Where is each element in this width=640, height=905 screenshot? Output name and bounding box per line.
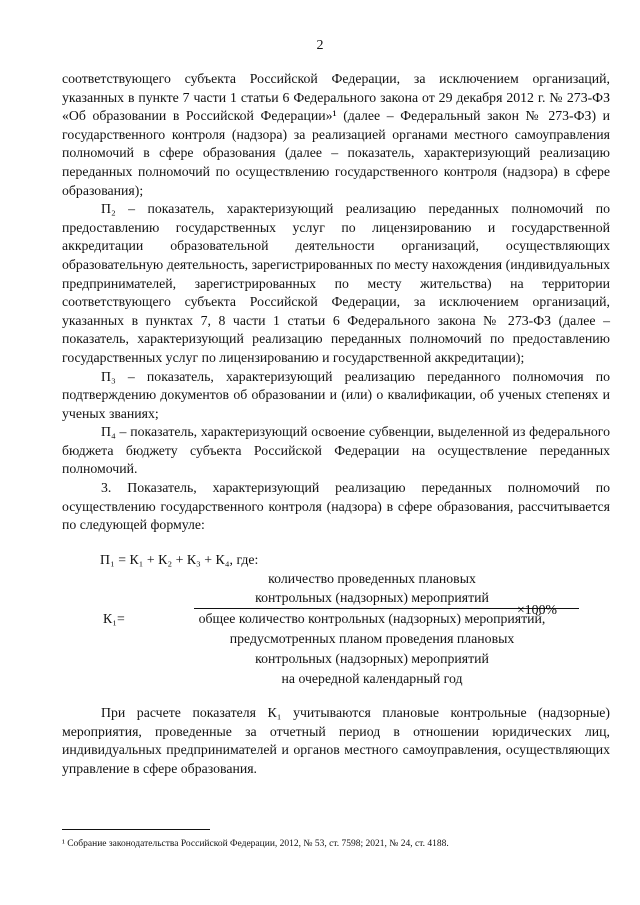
after-formula-text: [62, 704, 610, 778]
denominator-line-1: общее количество контрольных (надзорных) мероприятий,: [198, 611, 546, 626]
denominator-line-4: на очередной календарный год: [281, 671, 463, 686]
footnote-divider: [62, 829, 210, 830]
footnote: ¹ Собрание законодательства Российской Федерации, 2012, № 53, ст. 7598; 2021, № 24, ст. 4188.: [62, 839, 449, 849]
multiplier: ×100%: [517, 602, 557, 617]
numerator-line-2: контрольных (надзорных) мероприятий: [255, 590, 489, 605]
paragraph-1: соответствующего субъекта Российской Федерации, за исключением организаций, указанных в пункте 7 части 1 статьи 6 Федерального закона от 29 декабря 2012 г. № 273-ФЗ «Об образовании в Российской Федерации»¹ (далее – Федеральный закон № 273-ФЗ) и государственного контроля (надзора) за реализацией органами местного самоуправления полномочий в сфере образования (далее – показатель, характеризующий реализацию переданных полномочий по осуществлению государственного контроля (надзора) в сфере образования);: [62, 71, 610, 198]
k1-label: К₁=: [103, 611, 125, 626]
paragraph-item-3: 3. Показатель, характеризующий реализацию переданных полномочий по осуществлению государственного контроля (надзора) в сфере образования, рассчитывается по следующей формуле:: [62, 480, 610, 533]
formula-p1: П₁ = К₁ + К₂ + К₃ + К₄, где:: [100, 552, 259, 567]
paragraph-p2: П₂ – показатель, характеризующий реализацию переданных полномочий по предоставлению государственных услуг по лицензированию и государственной аккредитации образовательной деятельности организаций, осуществляющих образовательную деятельность, зарегистрированных по месту нахождения (индивидуальных предпринимателей, зарегистрированных по месту жительства) на территории соответствующего субъекта Российской Федерации, за исключением организаций, указанных в пунктах 7, 8 части 1 статьи 6 Федерального закона № 273-ФЗ (далее – показатель, характеризующий реализацию переданных полномочий по предоставлению государственных услуг по лицензированию и государственной аккредитации);: [62, 201, 610, 365]
page-number: 2: [316, 38, 324, 53]
paragraph-p4: П₄ – показатель, характеризующий освоение субвенции, выделенной из федерального бюджета бюджету субъекта Российской Федерации на осуществление переданных полномочий.: [62, 424, 610, 477]
denominator-line-2: предусмотренных планом проведения плановых: [229, 631, 515, 646]
paragraph-p3: П₃ – показатель, характеризующий реализацию переданного полномочия по подтверждению документов об образовании и (или) о квалификации, об ученых степенях и ученых званиях;: [62, 368, 610, 421]
denominator-line-3: контрольных (надзорных) мероприятий: [255, 651, 489, 666]
main-text: [62, 70, 610, 535]
paragraph-k1-note: При расчете показателя К₁ учитываются плановые контрольные (надзорные) мероприятия, проведенные за отчетный период в отношении юридических лиц, индивидуальных предпринимателей и органов местного самоуправления, осуществляющих управление в сфере образования.: [62, 705, 610, 776]
numerator-line-1: количество проведенных плановых: [268, 571, 476, 586]
